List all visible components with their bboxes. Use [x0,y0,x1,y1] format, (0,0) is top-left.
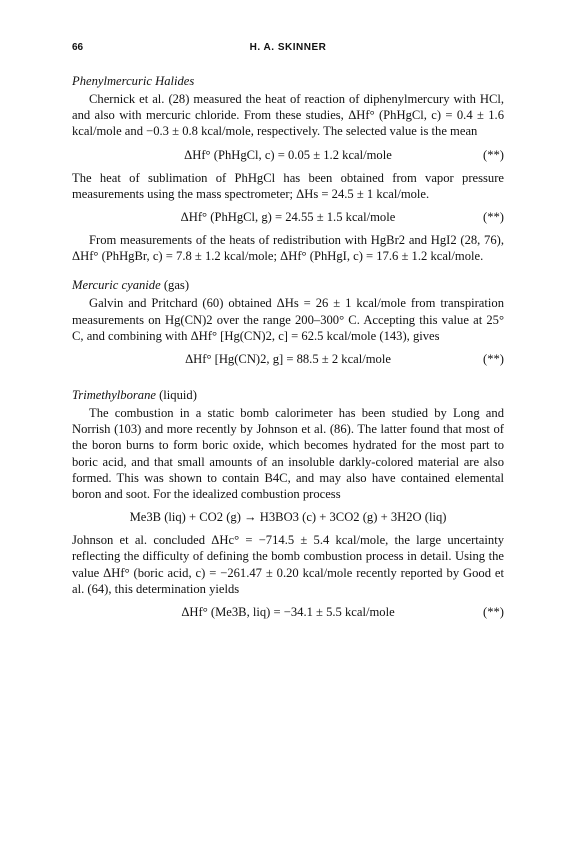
section-title-mercuric-cyanide [72,278,504,293]
equation-expression: ΔHf° (PhHgCl, c) = 0.05 ± 1.2 kcal/mole [184,147,392,162]
document-page [72,42,504,627]
equation-expression: Me3B (liq) + CO2 (g) → H3BO3 (c) + 3CO2 (g) + 3H2O (liq) [129,510,447,525]
section-spacer [72,264,504,272]
section-title-text: Phenylmercuric Halides [72,74,195,88]
paragraph: From measurements of the heats of redistribution with HgBr2 and HgI2 (28, 76), ΔHf° (PhHgBr, c) = 7.8 ± 1.2 kcal/mole; ΔHf° (PhHgI, c) = 17.6 ± 1.2 kcal/mole. [72,233,504,264]
section-title-suffix: (liquid) [155,388,197,403]
equation [72,146,504,164]
equation-tag: (**) [483,210,504,225]
section-title-trimethylborane [72,388,504,403]
equation-expression: ΔHf° (PhHgCl, g) = 24.55 ± 1.5 kcal/mole [180,210,396,225]
section-title-phenylmercuric-halides [72,74,504,89]
paragraph: Johnson et al. concluded ΔHc° = −714.5 ± 5.4 kcal/mole, the large uncertainty reflecting the difficulty of defining the bomb combustion process in detail. Using the value ΔHf° (boric acid, c) = −261.47 ± 0.20 kcal/mole recently reported by Good et al. (64), this determination yields [72,533,504,596]
equation [72,350,504,368]
equation-tag: (**) [483,352,504,367]
equation [72,603,504,621]
equation-tag: (**) [483,147,504,162]
equation-expression: ΔHf° [Hg(CN)2, g] = 88.5 ± 2 kcal/mole [185,352,391,367]
equation [72,508,504,526]
page-header [72,42,504,68]
section-title-text: Mercuric cyanide [72,278,161,293]
equation [72,208,504,226]
section-title-suffix: (gas) [160,278,190,293]
paragraph: The combustion in a static bomb calorimeter has been studied by Long and Norrish (103) and more recently by Johnson et al. (86). The latter found that most of the boron burns to form boric oxide, which becomes hydrated for the most part to boric acid, and that small amounts of an insoluble darkly-colored material are also formed. This was shown to contain B4C, and may also have contained elemental boron and soot. For the idealized combustion process [72,406,504,502]
equation-expression: ΔHf° (Me3B, liq) = −34.1 ± 5.5 kcal/mole [181,605,395,620]
paragraph: The heat of sublimation of PhHgCl has been obtained from vapor pressure measurements using the mass spectrometer; ΔHs = 24.5 ± 1 kcal/mole. [72,170,504,201]
section-spacer [72,374,504,382]
equation-tag: (**) [483,605,504,620]
paragraph: Chernick et al. (28) measured the heat of reaction of diphenylmercury with HCl, and also with mercuric chloride. From these studies, ΔHf° (PhHgCl, c) = 0.4 ± 1.6 kcal/mole and −0.3 ± 0.8 kcal/mole, respectively. The selected value is the mean [72,92,504,139]
section-title-text: Trimethylborane [72,388,156,403]
paragraph: Galvin and Pritchard (60) obtained ΔHs = 26 ± 1 kcal/mole from transpiration measurements on Hg(CN)2 over the range 200–300° C. Accepting this value at 25° C, and combining with ΔHf° [Hg(CN)2, c] = 62.5 kcal/mole (143), gives [72,296,504,343]
running-head: H. A. SKINNER [249,42,327,53]
page-number: 66 [72,42,84,53]
